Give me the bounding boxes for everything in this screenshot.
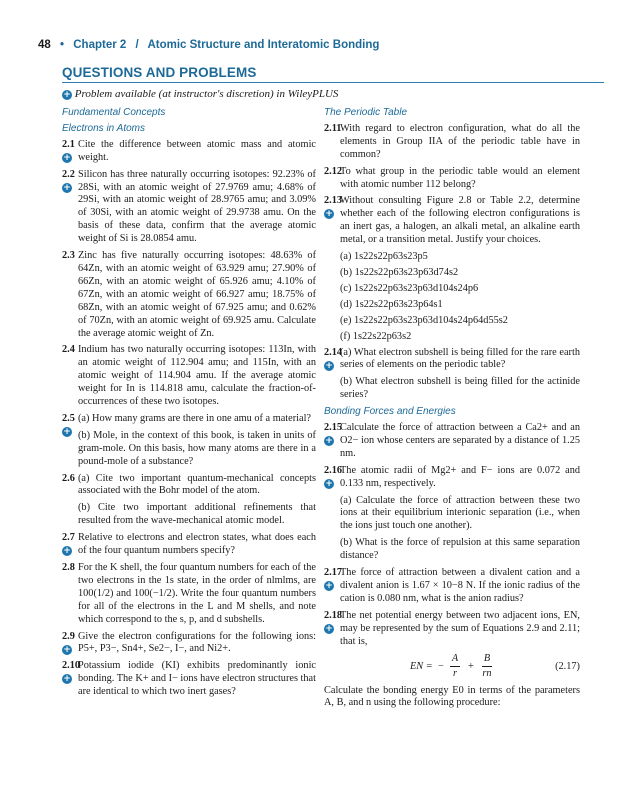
question-number: 2.1	[62, 138, 75, 150]
question-number: 2.2	[62, 168, 75, 180]
option-b: (b) 1s22s22p63s23p63d74s2	[340, 266, 459, 278]
numerator-a: A	[451, 652, 459, 664]
question-text: Give the electron configurations for the following ions: P5+, P3−, Sn4+, Se2−, I−, and Ni2+.	[78, 630, 316, 655]
option-c: (c) 1s22s22p63s23p63d104s24p6	[340, 282, 479, 294]
left-column	[62, 106, 316, 703]
question-text: Potassium iodide (KI) exhibits predominantly ionic bonding. The K+ and I− ions have electron structures that are identical to which two inert gases?	[78, 660, 316, 698]
plus-circle-icon: +	[63, 152, 71, 163]
question-2-18	[324, 610, 580, 649]
question-number: 2.17	[324, 567, 343, 579]
question-number: 2.6	[62, 472, 75, 484]
question-2-13	[324, 195, 580, 247]
question-part-a: (a) What electron subshell is being filled for the rare earth series of elements on the periodic table?	[340, 346, 580, 371]
page-number: 48	[38, 39, 51, 51]
question-2-2	[62, 169, 316, 246]
question-2-11	[324, 123, 580, 162]
question-part-a: (a) Cite two important quantum-mechanical concepts associated with the Bohr model of the atom.	[78, 472, 316, 497]
section-rule	[62, 82, 604, 83]
question-text: Relative to electrons and electron states, what does each of the four quantum numbers specify?	[78, 532, 316, 557]
question-text: Silicon has three naturally occurring isotopes: 92.23% of 28Si, with an atomic weight of 27.9769 amu; 4.68% of 29Si, with an atomic weight of 28.9765 amu; and 3.09% of 30Si, with an atomic weight of 29.9738 amu. On the basis of these data, confirm that the average atomic weight of Si is 28.0854 amu.	[78, 168, 316, 245]
right-column	[324, 106, 580, 714]
plus-circle-icon: +	[63, 90, 71, 100]
question-number: 2.4	[62, 344, 75, 356]
fraction-bar	[482, 666, 492, 667]
heading-electrons-in-atoms: Electrons in Atoms	[62, 122, 145, 134]
question-text: Indium has two naturally occurring isotopes: 113In, with an atomic weight of 112.904 amu; and 115In, with an atomic weight of 114.904 amu. If the average atomic weight for In is 114.818 amu, calculate the fraction-of-occurrences of these two isotopes.	[78, 344, 316, 408]
question-2-6	[62, 473, 316, 499]
running-header	[38, 39, 379, 51]
question-2-9	[62, 631, 316, 657]
denominator-rn: rn	[482, 668, 492, 680]
question-number: 2.5	[62, 412, 75, 424]
heading-bonding-forces: Bonding Forces and Energies	[324, 406, 456, 418]
equation-minus: −	[438, 660, 444, 672]
question-number: 2.13	[324, 195, 343, 207]
option-d: (d) 1s22s22p63s23p64s1	[340, 298, 443, 310]
equation-lhs: EN =	[410, 660, 433, 672]
question-2-3	[62, 250, 316, 340]
question-2-12	[324, 166, 580, 192]
question-number: 2.18	[324, 609, 343, 621]
fraction-b-over-rn	[482, 653, 492, 682]
question-2-6-part-b: (b) Cite two important additional refinements that resulted from the wave-mechanical atomic model.	[78, 502, 316, 527]
equation-2-17	[324, 653, 580, 681]
question-2-14	[324, 347, 580, 373]
question-text: The net potential energy between two adjacent ions, EN, may be represented by the sum of Equations 2.9 and 2.11; that is,	[340, 609, 580, 647]
question-2-16-part-a: (a) Calculate the force of attraction between these two ions at their equilibrium interionic separation (i.e., when the ions just touch one another).	[340, 494, 580, 532]
plus-circle-icon: +	[325, 209, 333, 220]
question-text: Cite the difference between atomic mass and atomic weight.	[78, 138, 316, 163]
section-title: QUESTIONS AND PROBLEMS	[62, 65, 257, 80]
option-a: (a) 1s22s22p63s23p5	[340, 251, 428, 263]
question-text: With regard to electron configuration, what do all the elements in Group IIA of the periodic table have in common?	[340, 122, 580, 160]
question-number: 2.7	[62, 532, 75, 544]
plus-circle-icon: +	[325, 623, 333, 634]
legend-text: Problem available (at instructor's discretion) in WileyPLUS	[74, 88, 339, 100]
question-2-5	[62, 412, 316, 437]
question-number: 2.8	[62, 562, 75, 573]
plus-circle-icon: +	[325, 478, 333, 489]
header-bullet: •	[60, 39, 65, 51]
plus-circle-icon: +	[63, 674, 71, 685]
question-2-16	[324, 465, 580, 491]
question-part-a: (a) How many grams are there in one amu of a material?	[78, 412, 312, 424]
question-number: 2.12	[324, 165, 343, 177]
fraction-a-over-r	[450, 653, 460, 682]
chapter-title: Atomic Structure and Interatomic Bonding	[147, 39, 380, 51]
fraction-bar	[450, 666, 460, 667]
question-2-16-part-b: (b) What is the force of repulsion at this same separation distance?	[340, 537, 580, 562]
question-text: The force of attraction between a divalent cation and a divalent anion is 1.67 × 10−8 N. If the ionic radius of the cation is 0.080 nm, what is the anion radius?	[340, 567, 580, 604]
question-2-8	[62, 562, 316, 627]
question-number: 2.15	[324, 422, 343, 434]
question-2-18-followup: Calculate the bonding energy E0 in terms of the parameters A, B, and n using the following procedure:	[324, 684, 580, 709]
question-number: 2.16	[324, 464, 343, 476]
question-2-17	[324, 567, 580, 606]
plus-circle-icon: +	[325, 581, 333, 592]
denominator-r: r	[452, 668, 457, 680]
question-2-4	[62, 344, 316, 409]
question-number: 2.3	[62, 250, 75, 262]
plus-circle-icon: +	[63, 182, 71, 193]
option-f: (f) 1s22s22p63s2	[340, 330, 412, 342]
question-2-5-part-b: (b) Mole, in the context of this book, is taken in units of gram-mole. On this basis, how many atoms are there in a pound-mole of a substance?	[78, 429, 316, 467]
plus-circle-icon: +	[325, 360, 333, 371]
question-text: Zinc has five naturally occurring isotopes: 48.63% of 64Zn, with an atomic weight of 63.929 amu; 27.90% of 66Zn, with an atomic weight of 65.926 amu; 4.10% of 67Zn, with an atomic weight of 66.927 amu; 18.75% of 68Zn, with an atomic weight of 67.925 amu; and 0.62% of 70Zn, with an atomic weight of 69.925 amu. Calculate the average atomic weight of Zn.	[78, 250, 316, 339]
plus-circle-icon: +	[63, 426, 71, 437]
option-e: (e) 1s22s22p63s23p63d104s24p64d55s2	[340, 314, 508, 326]
question-number: 2.14	[324, 346, 343, 358]
equation-number: (2.17)	[555, 660, 580, 672]
question-number: 2.9	[62, 630, 75, 642]
numerator-b: B	[483, 652, 491, 664]
heading-periodic-table: The Periodic Table	[324, 107, 408, 118]
question-number: 2.10	[62, 660, 81, 672]
question-text: Calculate the force of attraction between a Ca2+ and an O2− ion whose centers are separated by a distance of 1.25 nm.	[340, 422, 580, 459]
wileyplus-legend	[62, 88, 338, 100]
plus-circle-icon: +	[325, 436, 333, 447]
header-slash: /	[135, 39, 139, 51]
question-2-15	[324, 422, 580, 461]
question-text: For the K shell, the four quantum numbers for each of the two electrons in the 1s state, in the order of nlmlms, are 100(1/2) and 100(−1/2). Write the four quantum numbers for all of the electrons in the L and M shells, and note which correspond to the s, p, and d subshells.	[78, 562, 316, 625]
plus-circle-icon: +	[63, 644, 71, 655]
question-text: The atomic radii of Mg2+ and F− ions are 0.072 and 0.133 nm, respectively.	[340, 464, 580, 489]
plus-circle-icon: +	[63, 546, 71, 557]
question-2-14-part-b: (b) What electron subshell is being filled for the actinide series?	[340, 376, 580, 401]
question-2-1	[62, 139, 316, 165]
question-text: To what group in the periodic table would an element with atomic number 112 belong?	[340, 165, 580, 190]
question-text: Without consulting Figure 2.8 or Table 2.2, determine whether each of the following electron configurations is an inert gas, a halogen, an alkali metal, an alkaline earth metal, or a transition metal. Justify your choices.	[340, 195, 580, 246]
question-2-7	[62, 532, 316, 558]
question-number: 2.11	[324, 122, 342, 134]
chapter-label: Chapter 2	[73, 39, 127, 51]
question-2-10	[62, 660, 316, 699]
equation-plus: +	[468, 660, 474, 672]
heading-fundamental-concepts: Fundamental Concepts	[62, 107, 166, 118]
